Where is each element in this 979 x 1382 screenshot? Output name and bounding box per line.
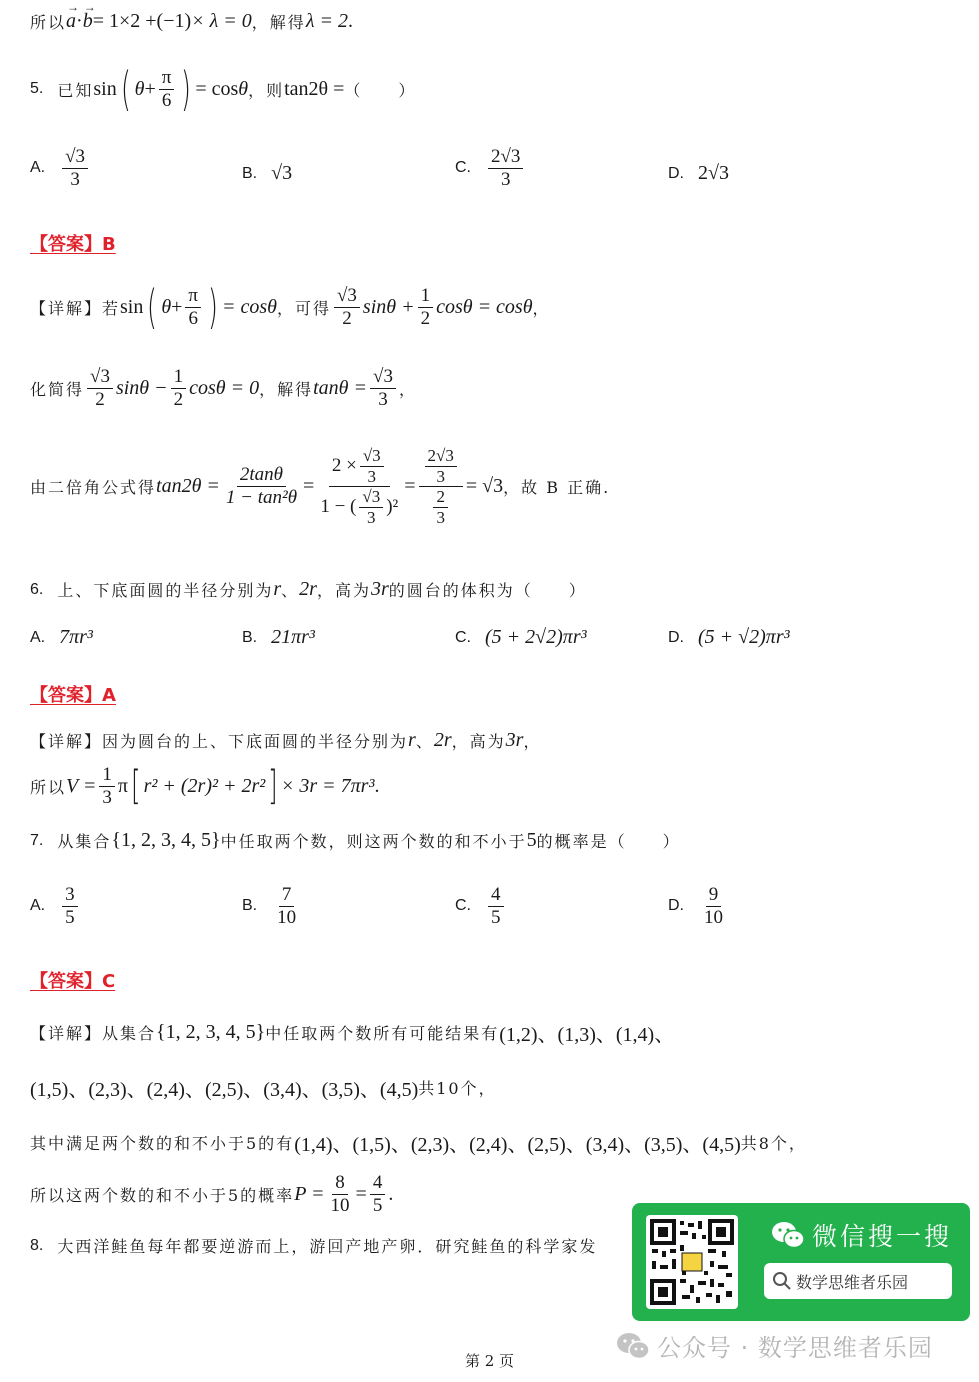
right-paren: ) (208, 280, 218, 334)
vector-b: b → (82, 0, 96, 32)
option-value: √3 (271, 162, 293, 184)
text-tail: 共8个， (740, 1134, 807, 1153)
eq-cos: = cos (195, 77, 239, 100)
fn-sin: sin (120, 295, 144, 318)
var-r: r (273, 578, 282, 600)
text-lead: 所以 (30, 777, 67, 797)
text-lead: 所以这两个数的和不小于5的概率 (30, 1185, 295, 1205)
var-3r: 3r (505, 729, 524, 751)
option-label: B. (242, 897, 258, 915)
wechat-title-text: 微信搜一搜 (812, 1222, 953, 1251)
fraction-sqrt3-2: $\frac{√3}{2}$ (87, 366, 113, 411)
expr-result: λ = 2 (305, 10, 348, 32)
question-7 (30, 829, 681, 852)
text-body: 中任取两个数所有可能结果有 (265, 1024, 500, 1043)
option-d (668, 162, 729, 185)
question-number: 7. (30, 831, 44, 849)
eq: = (404, 475, 416, 498)
set: {1, 2, 3, 4, 5} (111, 829, 221, 851)
separator: 、 (281, 581, 300, 600)
text-1: 上、下底面圆的半径分别为 (57, 581, 274, 600)
text-lead: 【详解】因为圆台的上、下底面圆的半径分别为 (30, 732, 409, 751)
page-number: 第 2 页 (464, 1352, 515, 1370)
question-number: 6. (30, 580, 44, 598)
plus: + (144, 77, 156, 100)
text-tail: ，故 B 正确. (503, 478, 611, 498)
fraction-1-2: $\frac{1}{2}$ (418, 285, 434, 330)
text-mid: ，解得 (259, 379, 314, 399)
end-comma: ， (532, 298, 551, 318)
fraction-4-5: $\frac{4}{5}$ (370, 1172, 386, 1217)
pi: π (117, 774, 128, 797)
text-2: ，高为 (316, 581, 371, 600)
text-1: 从集合 (57, 832, 112, 851)
fraction-pi-6: $\frac{\pi}{6}$ (185, 285, 201, 330)
fraction-double-angle: $\frac{2\tan\theta}{\text{1 − tan²θ}}$ (225, 464, 298, 509)
option-label: B. (242, 628, 258, 646)
result: × 3r = 7πr³ (280, 774, 375, 797)
question-6 (30, 578, 587, 601)
term-cos: cosθ = 0 (189, 376, 260, 399)
option-c (455, 626, 587, 649)
separator: 、 (415, 732, 434, 751)
search-text: 数学思维者乐园 (796, 1272, 909, 1292)
q7-explanation-3 (30, 1128, 807, 1157)
var-2r: 2r (299, 578, 317, 600)
pairs: (1,5)、(2,3)、(2,4)、(2,5)、(3,4)、(3,5)、(4,5) (30, 1079, 419, 1101)
text-then: ，则 (248, 80, 285, 100)
option-value: $\frac{3}{5}$ (62, 884, 78, 929)
number-5: 5 (526, 829, 537, 851)
option-value: $\frac{9}{10}$ (704, 884, 723, 928)
eq: = (303, 475, 315, 498)
fraction-sqrt3-2: $\frac{√3}{2}$ (334, 285, 360, 330)
text-lead: 【详解】若 (30, 298, 121, 318)
fraction-1-2: $\frac{1}{2}$ (171, 366, 187, 411)
lhs: tan2θ = (156, 475, 220, 498)
q7-explanation-2 (30, 1073, 497, 1102)
option-value: 21πr³ (271, 626, 315, 648)
wechat-title (770, 1217, 952, 1253)
var-v: V = (66, 774, 97, 797)
term-tan: tanθ = (313, 376, 368, 399)
question-number: 5. (30, 80, 44, 97)
theta2: θ (238, 77, 249, 100)
var-r: r (408, 729, 416, 751)
pairs: (1,4)、(1,5)、(2,3)、(2,4)、(2,5)、(3,4)、(3,5)、(4,5) (294, 1134, 741, 1156)
term-sin: sinθ + (362, 295, 415, 318)
q5-explanation-3 (30, 446, 610, 527)
answer-q5: 【答案】B (30, 234, 116, 255)
option-label: A. (30, 628, 46, 646)
option-value: $\frac{2√3}{3}$ (488, 146, 523, 191)
text-tail: 共10个， (418, 1079, 497, 1098)
fraction-pi-6: $\frac{\pi}{6}$ (159, 67, 175, 112)
option-b (242, 626, 315, 649)
line-dot-product (30, 0, 353, 33)
option-label: D. (668, 164, 684, 182)
q6-explanation-2 (30, 764, 379, 809)
expr-rest: × λ = 0 (191, 10, 252, 32)
question-number: 8. (30, 1236, 44, 1254)
right-paren: ) (181, 62, 192, 116)
text-lead: 【详解】从集合 (30, 1024, 157, 1043)
end-comma: ， (398, 379, 417, 399)
fraction-1-3: $\frac{1}{3}$ (99, 764, 115, 809)
answer-q6: 【答案】A (30, 685, 116, 706)
option-a (30, 146, 91, 191)
bracket-content: r² + (2r)² + 2r² (143, 774, 266, 797)
fraction-sqrt3-3: $\frac{√3}{3}$ (370, 366, 396, 411)
option-value: $\frac{7}{10}$ (277, 884, 297, 928)
text-prefix: 所以 (30, 13, 67, 32)
watermark-text: 公众号 · 数学思维者乐园 (657, 1334, 933, 1362)
end-dot: . (374, 774, 380, 797)
text-height: ，高为 (451, 732, 506, 751)
end-dot: . (388, 1182, 394, 1205)
left-paren: ( (147, 280, 158, 334)
option-label: C. (455, 897, 471, 915)
answer-q7: 【答案】C (30, 971, 116, 992)
fn-sin: sin (93, 77, 117, 100)
eq-cos: = cosθ (221, 295, 277, 318)
option-label: C. (455, 628, 471, 646)
dot: · (76, 10, 83, 32)
option-label: C. (455, 159, 471, 177)
q5-explanation-1 (30, 280, 551, 334)
var-2r: 2r (433, 729, 452, 751)
option-value: (5 + √2)πr³ (698, 626, 790, 648)
wechat-search-card[interactable] (632, 1203, 970, 1321)
option-a (30, 884, 81, 929)
question-5 (30, 62, 417, 116)
answer-bracket: （ ） (344, 80, 417, 100)
option-c (455, 146, 526, 191)
option-value: 2√3 (698, 162, 729, 184)
left-paren: ( (120, 62, 131, 116)
q7-explanation-4 (30, 1172, 393, 1217)
set: {1, 2, 3, 4, 5} (156, 1021, 266, 1043)
eq: = (355, 1182, 367, 1205)
result: = √3 (465, 475, 504, 498)
text-3: 的概率是（ ） (536, 832, 681, 851)
expr-eq: = 1×2 + (92, 10, 157, 32)
target-expr: tan2θ = (284, 77, 345, 100)
var-3r: 3r (370, 578, 389, 600)
qr-code-icon (646, 1215, 738, 1309)
text-mid: ，解得 (251, 13, 306, 32)
wechat-icon (770, 1220, 806, 1250)
theta: θ (134, 77, 145, 100)
text-lead: 化简得 (30, 379, 85, 399)
var-p: P = (294, 1182, 325, 1205)
text-lead: 已知 (57, 80, 94, 100)
expr-paren: (−1) (156, 10, 192, 32)
q6-explanation-1 (30, 729, 541, 752)
q5-explanation-2 (30, 366, 417, 411)
option-d (668, 626, 790, 649)
option-label: A. (30, 897, 46, 915)
end-dot: . (347, 10, 353, 32)
term-sin: sinθ − (115, 376, 168, 399)
question-text: 大西洋鲑鱼每年都要逆游而上，游回产地产卵．研究鲑鱼的科学家发 (57, 1237, 598, 1256)
option-d (668, 884, 729, 929)
fraction-substituted: 2 × $\frac{√3}{3}$ 1 − ( $\frac{√3}{3}$ )² (320, 446, 399, 527)
left-bracket: [ (131, 763, 141, 810)
end-comma: ， (523, 732, 542, 751)
option-label: D. (668, 628, 684, 646)
plus: + (171, 295, 183, 318)
term-cos: cosθ = cosθ (436, 295, 533, 318)
option-value: 7πr³ (59, 626, 93, 648)
wechat-search-field[interactable] (764, 1263, 952, 1299)
theta: θ (161, 295, 172, 318)
option-value: $\frac{4}{5}$ (488, 884, 504, 929)
text-2: 中任取两个数，则这两个数的和不小于 (220, 832, 527, 851)
option-b (242, 884, 302, 929)
option-label: B. (242, 164, 258, 182)
option-a (30, 626, 93, 649)
pairs: (1,2)、(1,3)、(1,4)、 (499, 1024, 675, 1046)
option-value: $\frac{√3}{3}$ (62, 146, 88, 191)
right-bracket: ] (268, 763, 278, 810)
fraction-simplified: $\frac{\frac{2√3}{3}}{\frac{2}{3}}$ (419, 446, 463, 527)
option-c (455, 884, 507, 929)
option-label: A. (30, 159, 46, 177)
text-lead: 其中满足两个数的和不小于5的有 (30, 1134, 295, 1153)
search-icon (772, 1271, 792, 1291)
option-value: (5 + 2√2)πr³ (485, 626, 587, 648)
question-8 (30, 1234, 630, 1257)
vector-a: a → (66, 0, 80, 32)
text-can: ，可得 (276, 298, 331, 318)
q7-explanation-1 (30, 1018, 674, 1047)
text-3: 的圆台的体积为（ ） (388, 581, 587, 600)
text-lead: 由二倍角公式得 (30, 478, 157, 498)
option-label: D. (668, 897, 684, 915)
fraction-8-10: $\frac{8}{10}$ (330, 1172, 350, 1216)
option-b (242, 162, 292, 185)
